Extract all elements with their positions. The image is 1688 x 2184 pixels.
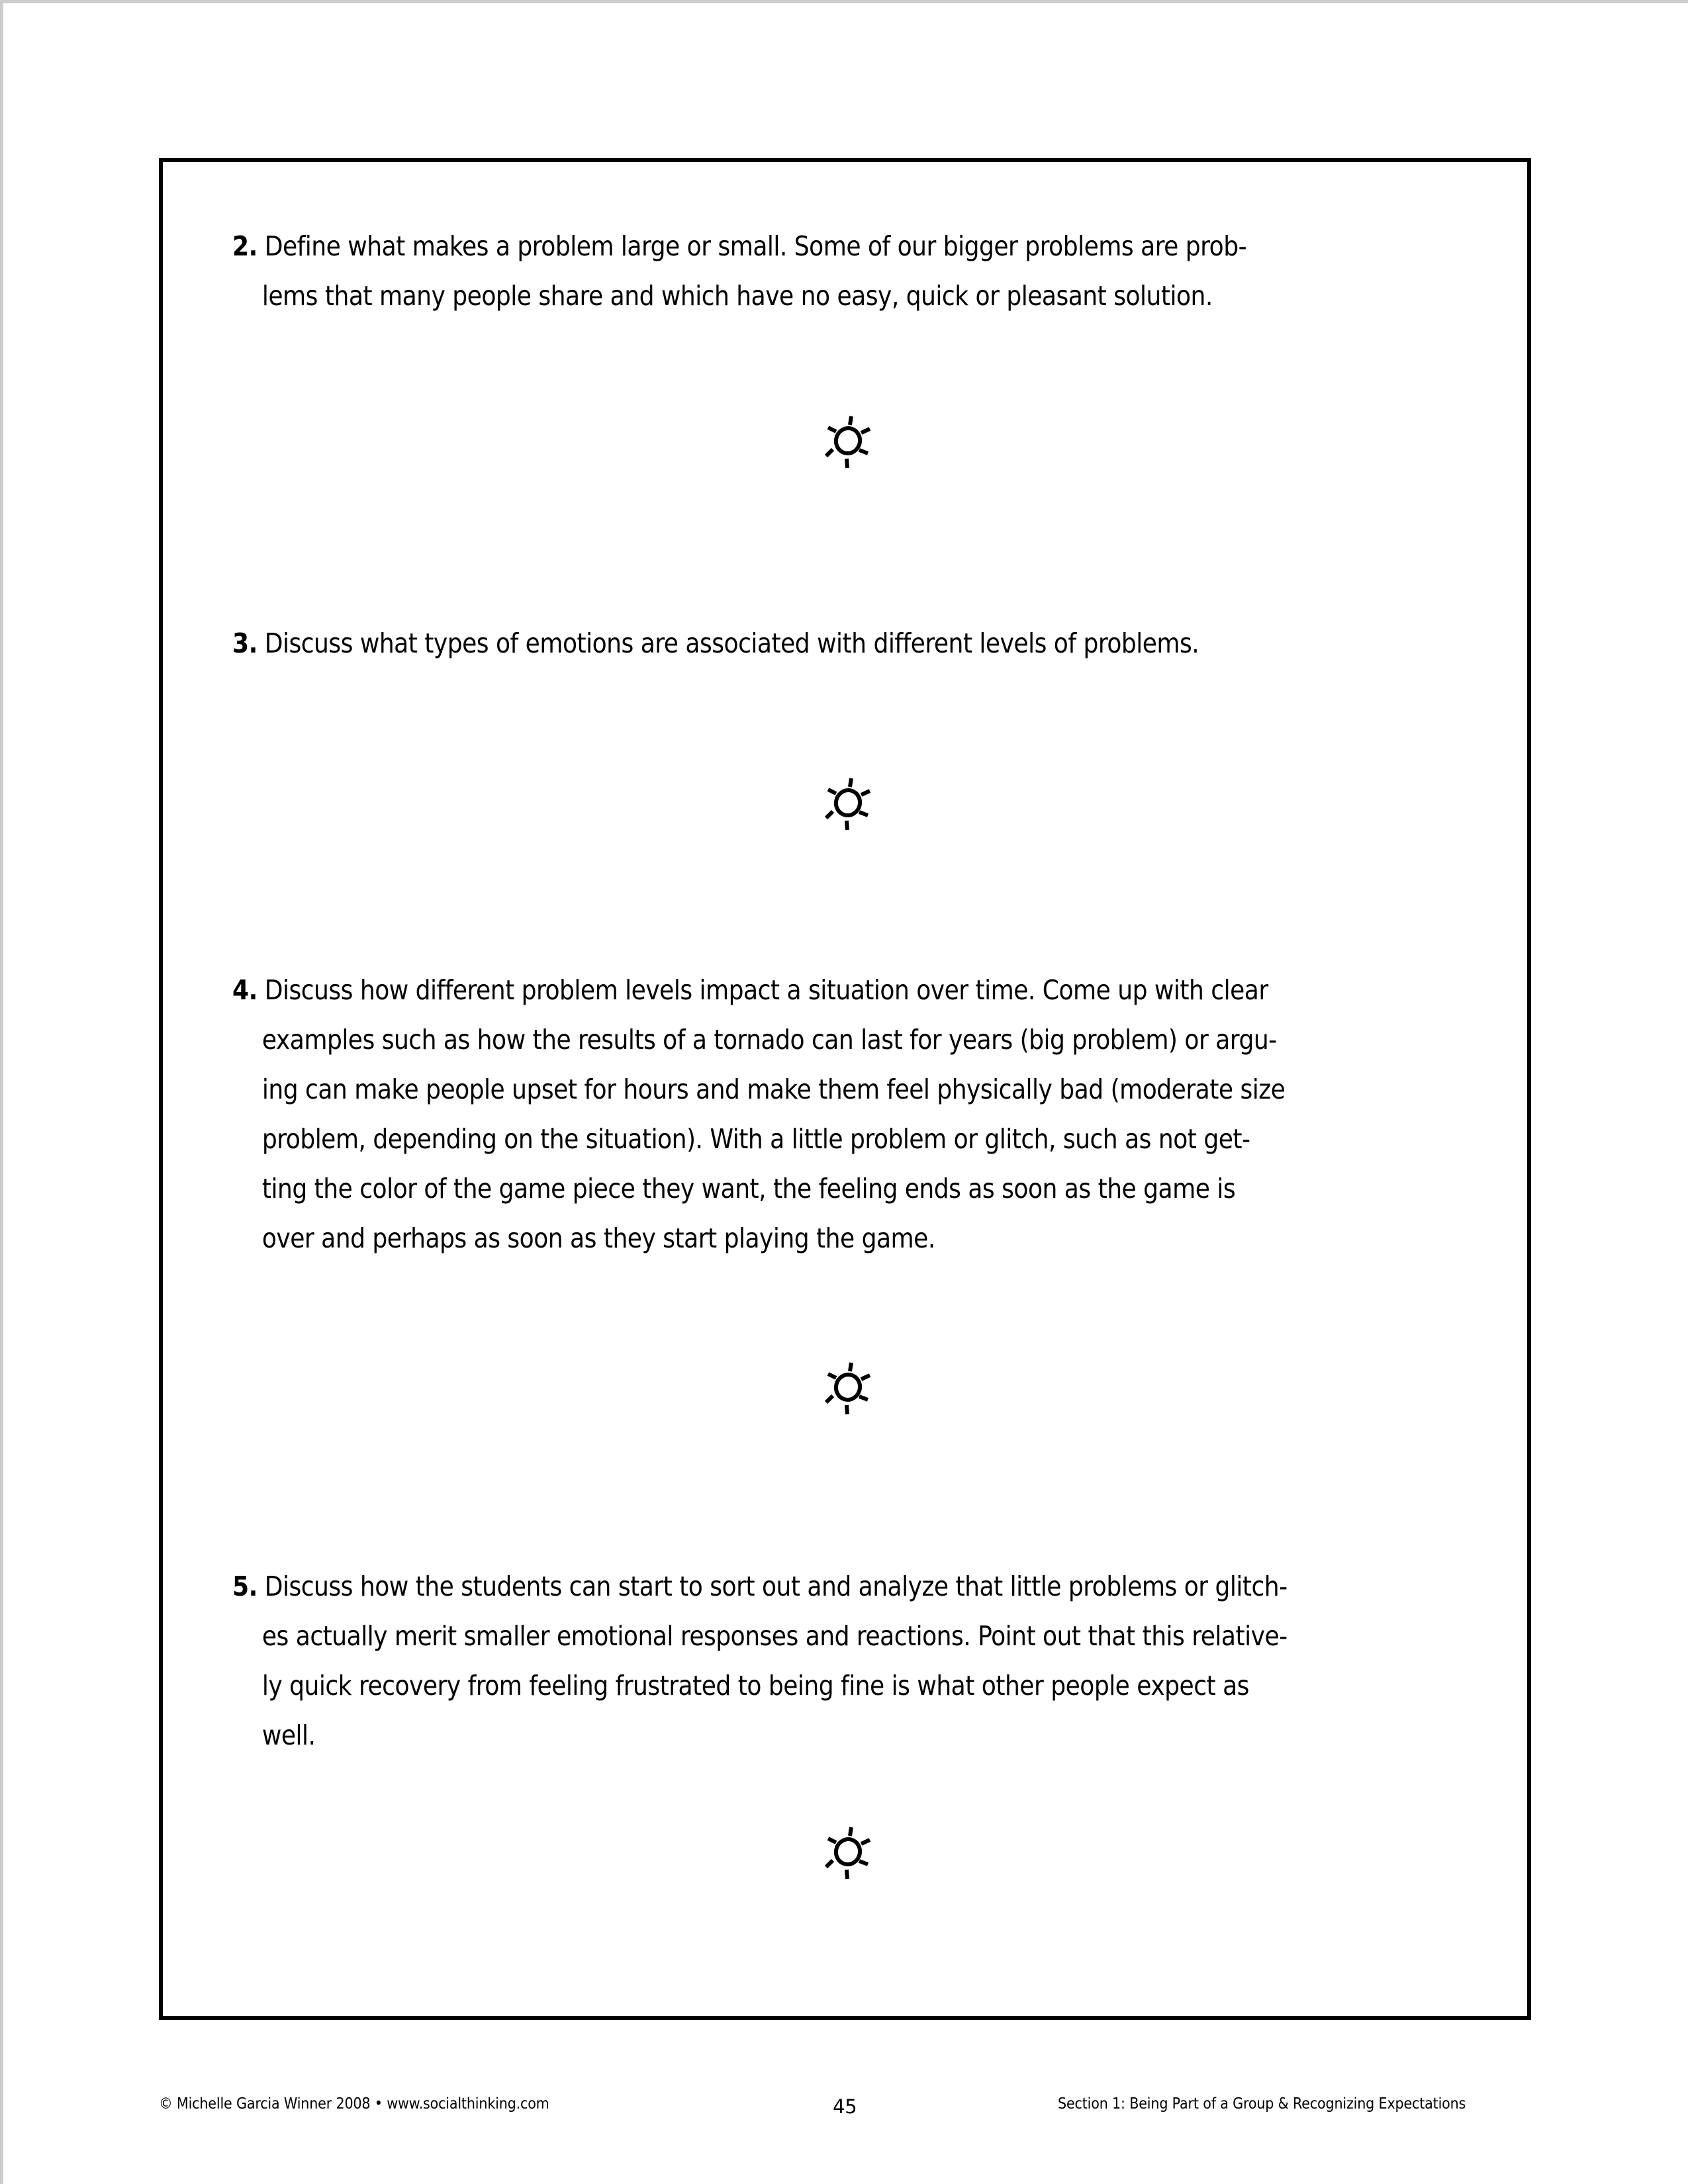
item-line: ing can make people upset for hours and make them feel physically bad (moderate size bbox=[261, 1073, 1286, 1105]
item-line: examples such as how the results of a tornado can last for years (big problem) or argu- bbox=[261, 1024, 1277, 1056]
item-number: 4. bbox=[232, 974, 258, 1006]
item-line: well. bbox=[261, 1719, 316, 1751]
item-number: 5. bbox=[232, 1570, 258, 1602]
content-box bbox=[159, 158, 1531, 2020]
item-line: ly quick recovery from feeling frustrated to being fine is what other people expect as bbox=[261, 1670, 1249, 1702]
sun-icon bbox=[815, 1818, 881, 1884]
footer-copyright: © Michelle Garcia Winner 2008 • www.socialthinking.com bbox=[159, 2095, 549, 2113]
footer-section-title: Section 1: Being Part of a Group & Recognizing Expectations bbox=[1058, 2095, 1466, 2113]
list-item-5 bbox=[232, 1562, 1490, 1760]
item-number: 3. bbox=[232, 627, 258, 659]
page-number: 45 bbox=[833, 2095, 857, 2118]
item-number: 2. bbox=[232, 230, 258, 262]
item-line: 3. Discuss what types of emotions are associated with different levels of problems. bbox=[232, 627, 1199, 659]
item-line: problem, depending on the situation). With a little problem or glitch, such as not get- bbox=[261, 1123, 1250, 1155]
sun-icon bbox=[815, 769, 881, 835]
list-item-2 bbox=[232, 222, 1490, 321]
list-item-3 bbox=[232, 619, 1490, 668]
sun-icon bbox=[815, 1353, 881, 1420]
sun-icon bbox=[815, 407, 881, 473]
item-line: 4. Discuss how different problem levels impact a situation over time. Come up with clear bbox=[232, 974, 1268, 1006]
list-item-4 bbox=[232, 966, 1490, 1263]
item-line: es actually merit smaller emotional responses and reactions. Point out that this relative- bbox=[261, 1620, 1288, 1652]
item-line: over and perhaps as soon as they start playing the game. bbox=[261, 1222, 935, 1254]
item-line: lems that many people share and which have no easy, quick or pleasant solution. bbox=[261, 280, 1213, 312]
item-line: 5. Discuss how the students can start to sort out and analyze that little problems or glitch- bbox=[232, 1570, 1288, 1602]
item-line: ting the color of the game piece they want, the feeling ends as soon as the game is bbox=[261, 1173, 1236, 1205]
item-line: 2. Define what makes a problem large or small. Some of our bigger problems are prob- bbox=[232, 230, 1247, 262]
